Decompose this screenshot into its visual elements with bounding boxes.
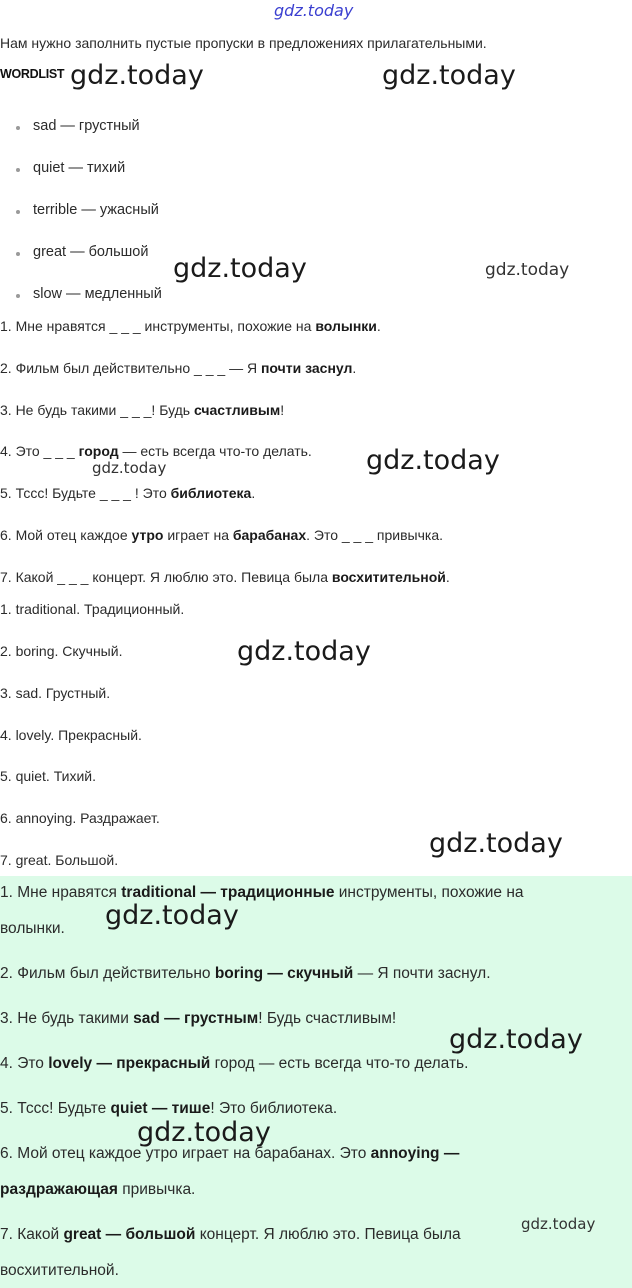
watermark: gdz.today — [137, 1117, 271, 1148]
watermark-top: gdz.today — [274, 1, 354, 20]
watermark: gdz.today — [521, 1215, 596, 1233]
answer-sentence: 2. Фильм был действительно boring — скучный — Я почти заснул. — [0, 965, 491, 982]
translation-line: 1. traditional. Традиционный. — [0, 601, 185, 617]
watermark: gdz.today — [237, 636, 371, 667]
intro-text: Нам нужно заполнить пустые пропуски в предложениях прилагательными. — [0, 35, 487, 51]
answer-sentence: 6. Мой отец каждое утро играет на барабанах. Это annoying — — [0, 1145, 460, 1162]
bullet-icon — [16, 168, 20, 172]
answer-sentence: 4. Это lovely — прекрасный город — есть всегда что-то делать. — [0, 1055, 469, 1072]
watermark: gdz.today — [92, 459, 167, 477]
task-sentence: 4. Это _ _ _ город — есть всегда что-то делать. — [0, 443, 312, 459]
task-sentence: 1. Мне нравятся _ _ _ инструменты, похожие на волынки. — [0, 318, 381, 334]
wordlist-title: WORDLIST — [0, 67, 65, 81]
watermark: gdz.today — [449, 1024, 583, 1055]
answer-sentence-cont: раздражающая привычка. — [0, 1181, 196, 1198]
translation-line: 2. boring. Скучный. — [0, 643, 123, 659]
answer-sentence: 5. Тссс! Будьте quiet — тише! Это библиотека. — [0, 1100, 338, 1117]
translation-line: 4. lovely. Прекрасный. — [0, 727, 142, 743]
task-sentence: 7. Какой _ _ _ концерт. Я люблю это. Певица была восхитительной. — [0, 569, 450, 585]
translation-line: 5. quiet. Тихий. — [0, 768, 96, 784]
watermark: gdz.today — [366, 445, 500, 476]
bullet-icon — [16, 126, 20, 130]
task-sentence: 2. Фильм был действительно _ _ _ — Я почти заснул. — [0, 360, 357, 376]
translation-line: 3. sad. Грустный. — [0, 685, 111, 701]
bullet-icon — [16, 210, 20, 214]
bullet-icon — [16, 294, 20, 298]
answer-sentence: 7. Какой great — большой концерт. Я люблю это. Певица была — [0, 1226, 461, 1243]
answer-sentence: 1. Мне нравятся traditional — традиционные инструменты, похожие на — [0, 884, 524, 901]
task-sentence: 5. Тссс! Будьте _ _ _ ! Это библиотека. — [0, 485, 256, 501]
task-sentence: 6. Мой отец каждое утро играет на барабанах. Это _ _ _ привычка. — [0, 527, 443, 543]
watermark: gdz.today — [70, 60, 204, 91]
answer-sentence-cont: волынки. — [0, 920, 65, 937]
watermark: gdz.today — [382, 60, 516, 91]
watermark: gdz.today — [485, 260, 570, 280]
answer-sentence: 3. Не будь такими sad — грустным! Будь счастливым! — [0, 1010, 397, 1027]
watermark: gdz.today — [173, 253, 307, 284]
translation-line: 6. annoying. Раздражает. — [0, 810, 160, 826]
translation-line: 7. great. Большой. — [0, 852, 119, 868]
task-sentence: 3. Не будь такими _ _ _! Будь счастливым! — [0, 402, 285, 418]
answer-sentence-cont: восхитительной. — [0, 1262, 119, 1279]
bullet-icon — [16, 252, 20, 256]
watermark: gdz.today — [429, 828, 563, 859]
watermark: gdz.today — [105, 900, 239, 931]
